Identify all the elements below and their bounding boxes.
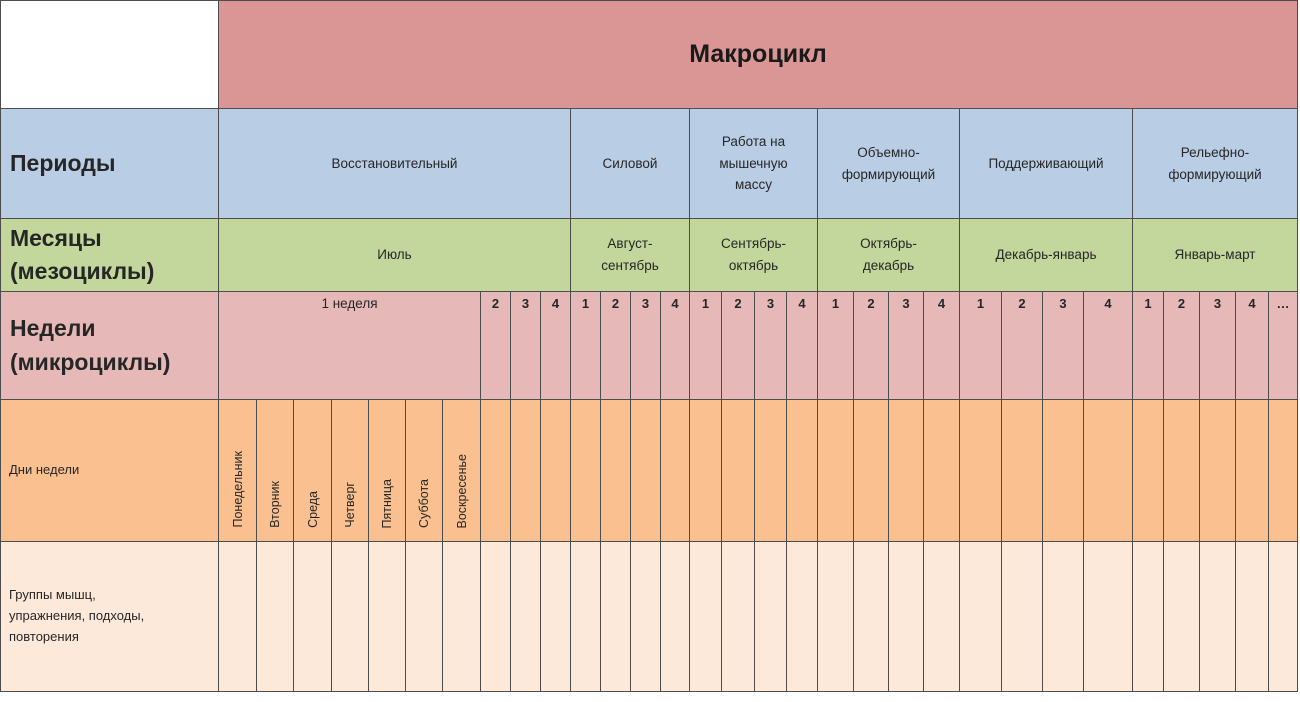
periods-row-header: Периоды (1, 109, 219, 219)
day-empty-cell (854, 400, 889, 542)
day-empty-cell (631, 400, 661, 542)
group-empty-cell (1200, 542, 1236, 692)
day-empty-cell (601, 400, 631, 542)
day-cell (369, 400, 406, 542)
week-cell: 4 (661, 292, 690, 400)
group-empty-cell (219, 542, 257, 692)
day-empty-cell (661, 400, 690, 542)
day-empty-cell (690, 400, 722, 542)
week-cell: 1 (571, 292, 601, 400)
group-empty-cell (571, 542, 601, 692)
month-cell: Декабрь-январь (960, 219, 1133, 292)
period-cell: Рельефно- формирующий (1133, 109, 1298, 219)
week-cell: 2 (601, 292, 631, 400)
day-label: Суббота (417, 479, 431, 528)
macrocycle-header (219, 1, 1298, 109)
weeks-row-header: Недели (микроциклы) (1, 292, 219, 400)
day-label: Среда (305, 491, 320, 528)
group-empty-cell (787, 542, 818, 692)
group-empty-cell (722, 542, 755, 692)
month-cell: Июль (219, 219, 571, 292)
day-empty-cell (511, 400, 541, 542)
day-empty-cell (889, 400, 924, 542)
day-cell (294, 400, 332, 542)
group-empty-cell (332, 542, 369, 692)
group-empty-cell (661, 542, 690, 692)
month-cell: Сентябрь- октябрь (690, 219, 818, 292)
week-cell: 4 (541, 292, 571, 400)
week-cell: 3 (889, 292, 924, 400)
day-cell (332, 400, 369, 542)
week-cell: 4 (1236, 292, 1269, 400)
day-empty-cell (960, 400, 1002, 542)
period-cell: Поддерживающий (960, 109, 1133, 219)
week-cell: 1 (690, 292, 722, 400)
day-cell (219, 400, 257, 542)
week-cell: 3 (1043, 292, 1084, 400)
group-empty-cell (889, 542, 924, 692)
week-cell: 3 (511, 292, 541, 400)
week-cell: … (1269, 292, 1298, 400)
group-empty-cell (631, 542, 661, 692)
month-cell: Октябрь- декабрь (818, 219, 960, 292)
groups-row-header: Группы мышц, упражнения, подходы, повторения (1, 542, 219, 692)
day-empty-cell (1043, 400, 1084, 542)
group-empty-cell (1002, 542, 1043, 692)
week-cell: 1 (960, 292, 1002, 400)
period-cell: Объемно- формирующий (818, 109, 960, 219)
day-label: Четверг (343, 482, 357, 528)
period-cell: Силовой (571, 109, 690, 219)
day-empty-cell (1084, 400, 1133, 542)
months-row-header: Месяцы (мезоциклы) (1, 219, 219, 292)
week-cell: 2 (1164, 292, 1200, 400)
group-empty-cell (601, 542, 631, 692)
group-empty-cell (854, 542, 889, 692)
week-cell: 2 (854, 292, 889, 400)
month-cell: Январь-март (1133, 219, 1298, 292)
group-empty-cell (960, 542, 1002, 692)
day-label: Вторник (268, 481, 282, 528)
group-empty-cell (257, 542, 294, 692)
group-empty-cell (1164, 542, 1200, 692)
group-empty-cell (511, 542, 541, 692)
week-cell: 4 (924, 292, 960, 400)
week-cell: 3 (631, 292, 661, 400)
period-cell: Работа на мышечную массу (690, 109, 818, 219)
period-cell: Восстановительный (219, 109, 571, 219)
corner-cell (1, 1, 219, 109)
week-cell: 1 (1133, 292, 1164, 400)
day-cell (406, 400, 443, 542)
week-cell: 3 (1200, 292, 1236, 400)
group-empty-cell (818, 542, 854, 692)
day-empty-cell (924, 400, 960, 542)
group-empty-cell (755, 542, 787, 692)
group-empty-cell (541, 542, 571, 692)
group-empty-cell (924, 542, 960, 692)
group-empty-cell (406, 542, 443, 692)
week-cell: 2 (481, 292, 511, 400)
day-empty-cell (1164, 400, 1200, 542)
day-empty-cell (787, 400, 818, 542)
day-empty-cell (541, 400, 571, 542)
group-empty-cell (1236, 542, 1269, 692)
group-empty-cell (443, 542, 481, 692)
week-cell: 1 (818, 292, 854, 400)
group-empty-cell (294, 542, 332, 692)
day-empty-cell (1133, 400, 1164, 542)
day-empty-cell (755, 400, 787, 542)
group-empty-cell (690, 542, 722, 692)
group-empty-cell (481, 542, 511, 692)
day-label: Воскресенье (454, 453, 469, 528)
day-cell (257, 400, 294, 542)
month-cell: Август- сентябрь (571, 219, 690, 292)
day-empty-cell (1236, 400, 1269, 542)
day-empty-cell (722, 400, 755, 542)
week-cell: 2 (722, 292, 755, 400)
day-empty-cell (1002, 400, 1043, 542)
group-empty-cell (369, 542, 406, 692)
macrocycle-title: Макроцикл (689, 40, 827, 68)
week-cell: 4 (1084, 292, 1133, 400)
group-empty-cell (1043, 542, 1084, 692)
day-empty-cell (1200, 400, 1236, 542)
day-empty-cell (1269, 400, 1298, 542)
group-empty-cell (1269, 542, 1298, 692)
group-empty-cell (1084, 542, 1133, 692)
day-label: Понедельник (230, 451, 245, 528)
days-row-header: Дни недели (1, 400, 219, 542)
day-label: Пятница (380, 478, 394, 528)
day-empty-cell (571, 400, 601, 542)
day-empty-cell (481, 400, 511, 542)
week-cell: 2 (1002, 292, 1043, 400)
day-empty-cell (818, 400, 854, 542)
week-cell: 3 (755, 292, 787, 400)
week-cell: 1 неделя (219, 292, 481, 400)
week-cell: 4 (787, 292, 818, 400)
group-empty-cell (1133, 542, 1164, 692)
day-cell (443, 400, 481, 542)
